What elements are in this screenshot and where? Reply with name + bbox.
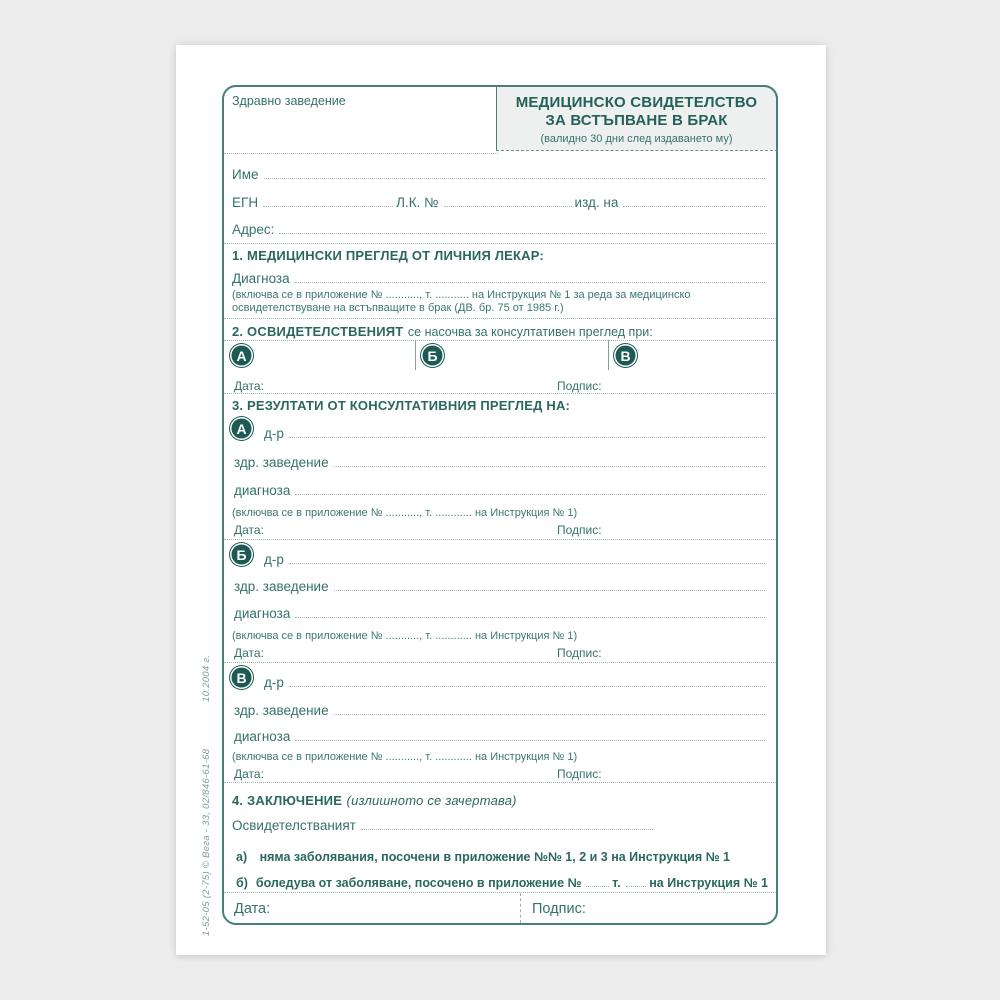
form-title-line1: МЕДИЦИНСКО СВИДЕТЕЛСТВО bbox=[515, 94, 758, 111]
referral-badge-a: А bbox=[230, 344, 253, 367]
facility-fill-line bbox=[334, 712, 765, 715]
subject-fill-line bbox=[361, 827, 653, 830]
doctor-label: д-р bbox=[264, 674, 284, 690]
consult-signature-label: Подпис: bbox=[557, 523, 602, 537]
footer-divider bbox=[520, 893, 521, 923]
name-fill-line bbox=[264, 176, 766, 179]
consult-note: (включва се в приложение № ..........., т. ............ на Инструкция № 1) bbox=[232, 507, 578, 519]
id-card-fill-line bbox=[444, 204, 572, 207]
referral-badge-row bbox=[224, 340, 776, 376]
section1-title: 1. МЕДИЦИНСКИ ПРЕГЛЕД ОТ ЛИЧНИЯ ЛЕКАР: bbox=[232, 248, 544, 263]
option-b-text-post: на Инструкция № 1 bbox=[649, 875, 768, 890]
diagnosis-fill-line bbox=[295, 492, 765, 495]
block-a-divider bbox=[224, 539, 776, 540]
doctor-label: д-р bbox=[264, 425, 284, 441]
form-title-line2: ЗА ВСТЪПВАНЕ В БРАК bbox=[545, 112, 728, 130]
address-fill-line bbox=[279, 231, 765, 234]
facility-field-label: здр. заведение bbox=[234, 578, 329, 594]
consult-date-label: Дата: bbox=[234, 767, 264, 781]
diagnosis-field-label: диагноза bbox=[234, 605, 291, 621]
block-v-divider bbox=[224, 782, 776, 783]
diagnosis-fill-line bbox=[295, 615, 765, 618]
subject-label: Освидетелстваният bbox=[232, 817, 356, 833]
consult-note: (включва се в приложение № ..........., т. ............ на Инструкция № 1) bbox=[232, 751, 578, 763]
option-b-letter: б) bbox=[236, 875, 248, 890]
referral-badge-b: Б bbox=[421, 344, 444, 367]
section1-divider bbox=[224, 318, 776, 319]
facility-field-label: здр. заведение bbox=[234, 702, 329, 718]
consult-signature-label: Подпис: bbox=[557, 646, 602, 660]
section4-title-bold: 4. ЗАКЛЮЧЕНИЕ bbox=[232, 793, 343, 808]
diagnosis-field-label: диагноза bbox=[234, 728, 291, 744]
address-label: Адрес: bbox=[232, 221, 275, 237]
referral-column-separator-2 bbox=[608, 340, 609, 370]
block-b-divider bbox=[224, 662, 776, 663]
referral-column-separator-1 bbox=[415, 340, 416, 370]
diagnosis-label: Диагноза bbox=[232, 270, 290, 286]
consult-note: (включва се в приложение № ..........., т. ............ на Инструкция № 1) bbox=[232, 630, 578, 642]
section4-title-note: (излишното се зачертава) bbox=[346, 793, 517, 808]
consult-date-label: Дата: bbox=[234, 646, 264, 660]
option-b-text-mid: т. bbox=[612, 875, 621, 890]
consult-badge-b: Б bbox=[230, 543, 253, 566]
referral-badge-v: В bbox=[614, 344, 637, 367]
footer-signature-label: Подпис: bbox=[532, 901, 586, 917]
section2-title-bold: 2. ОСВИДЕТЕЛСТВЕНИЯТ bbox=[232, 324, 404, 339]
option-b-fill-2 bbox=[626, 884, 647, 887]
diagnosis-field-label: диагноза bbox=[234, 482, 291, 498]
section2-signature-label: Подпис: bbox=[557, 379, 602, 393]
footer-date-label: Дата: bbox=[234, 901, 271, 917]
option-a-text: няма заболявания, посочени в приложение №№ 1, 2 и 3 на Инструкция № 1 bbox=[259, 850, 730, 864]
doctor-fill-line bbox=[289, 684, 765, 687]
option-b-fill-1 bbox=[586, 884, 609, 887]
egn-fill-line bbox=[263, 204, 393, 207]
print-code-note: 1-52-05 (2-75) © Вега - 33, 02/846-61-68 bbox=[201, 748, 212, 936]
section2-divider-bottom bbox=[224, 393, 776, 394]
facility-fill-line bbox=[334, 588, 765, 591]
form-title-note: (валидно 30 дни след издаването му) bbox=[540, 132, 733, 145]
facility-field-label: здр. заведение bbox=[234, 454, 329, 470]
section1-note-line1: (включва се в приложение № ..........., т. ........... на Инструкция № 1 за реда за медицинско bbox=[232, 289, 691, 301]
consult-signature-label: Подпис: bbox=[557, 767, 602, 781]
consult-badge-v: В bbox=[230, 666, 253, 689]
egn-label: ЕГН bbox=[232, 194, 259, 210]
header-divider bbox=[224, 153, 498, 154]
section2-date-label: Дата: bbox=[234, 379, 264, 393]
id-card-label: Л.К. № bbox=[396, 194, 439, 210]
doctor-fill-line bbox=[289, 435, 765, 438]
facility-label: Здравно заведение bbox=[232, 94, 346, 108]
consult-badge-a: А bbox=[230, 417, 253, 440]
doctor-label: д-р bbox=[264, 551, 284, 567]
consult-date-label: Дата: bbox=[234, 523, 264, 537]
print-date-note: 10.2004 г. bbox=[201, 654, 212, 702]
footer-row bbox=[224, 892, 776, 923]
section3-title: 3. РЕЗУЛТАТИ ОТ КОНСУЛТАТИВНИЯ ПРЕГЛЕД НА: bbox=[232, 398, 571, 413]
facility-fill-line bbox=[334, 464, 765, 467]
form-title-box bbox=[496, 85, 778, 151]
section2-title-rest: се насочва за консултативен преглед при: bbox=[407, 325, 653, 339]
medical-certificate-form bbox=[222, 85, 778, 925]
address-second-line bbox=[224, 243, 776, 244]
name-label: Име bbox=[232, 166, 259, 182]
doctor-fill-line bbox=[289, 561, 765, 564]
diagnosis-fill-line bbox=[295, 738, 765, 741]
section1-note-line2: освидетелствуване на встъпващите в брак (ДВ. бр. 75 от 1985 г.) bbox=[232, 302, 564, 314]
option-a-letter: а) bbox=[236, 850, 248, 864]
diagnosis-fill-line bbox=[295, 280, 765, 283]
issued-fill-line bbox=[623, 204, 765, 207]
option-b-text-pre: боледува от заболяване, посочено в приложение № bbox=[255, 875, 582, 890]
issued-label: изд. на bbox=[574, 194, 619, 210]
